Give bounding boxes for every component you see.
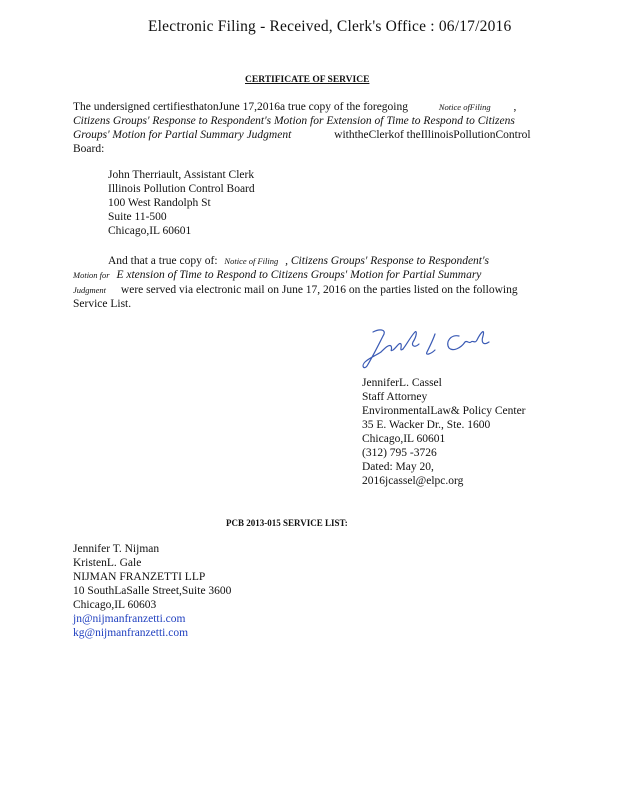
para1-line2: Citizens Groups' Response to Respondent's Motion for Extension of Time to Respond to Citizens [73, 115, 515, 127]
para1-line1 [73, 100, 516, 114]
notice-of-filing-ref: Notice ofFiling [438, 102, 491, 112]
signature-line: Chicago,IL 60601 [362, 433, 446, 445]
para2-line3-text: were served via electronic mail on June 17, 2016 on the parties listed on the following [120, 284, 518, 296]
notice-of-filing-ref-2: Notice of Filing [224, 256, 279, 266]
service-list-line: KristenL. Gale [73, 557, 142, 569]
clerk-address-line: Suite 11-500 [108, 211, 167, 223]
clerk-address [108, 168, 255, 238]
signature-line: (312) 795 -3726 [362, 447, 437, 459]
service-list-line: 10 SouthLaSalle Street,Suite 3600 [73, 585, 232, 597]
para2-line3 [73, 283, 518, 297]
para1-line3 [73, 128, 531, 142]
signature-image [355, 322, 505, 372]
email-link[interactable]: jn@nijmanfranzetti.com [73, 613, 186, 625]
signature-line: JenniferL. Cassel [362, 377, 442, 389]
signature-line: 2016jcassel@elpc.org [362, 475, 464, 487]
para2-line2-small: Motion for [73, 270, 110, 280]
para2-line4: Service List. [73, 298, 132, 310]
service-list-title: PCB 2013-015 SERVICE LIST: [226, 518, 348, 528]
para2-line1-text: And that a true copy of: [108, 255, 218, 267]
para2-line3-small: Judgment [73, 285, 107, 295]
clerk-address-line: Chicago,IL 60601 [108, 225, 192, 237]
para2-line1-italic: , Citizens Groups' Response to Respondent's [285, 255, 489, 267]
clerk-address-line: Illinois Pollution Control Board [108, 183, 255, 195]
para1-line1-text: The undersigned certifiesthatonJune 17,2016a true copy of the foregoing [73, 101, 408, 113]
service-list-line: Chicago,IL 60603 [73, 599, 157, 611]
para1-line3-italic: Groups' Motion for Partial Summary Judgment [73, 129, 292, 141]
service-list-line: Jennifer T. Nijman [73, 543, 160, 555]
clerk-address-line: John Therriault, Assistant Clerk [108, 169, 255, 181]
signature-line: EnvironmentalLaw& Policy Center [362, 405, 526, 417]
signature-line: Dated: May 20, [362, 461, 434, 473]
para2-line1 [108, 254, 489, 268]
signature-line: 35 E. Wacker Dr., Ste. 1600 [362, 419, 491, 431]
para1-line4: Board: [73, 143, 105, 155]
email-link[interactable]: kg@nijmanfranzetti.com [73, 627, 189, 639]
service-list [73, 542, 231, 640]
service-list-line: NIJMAN FRANZETTI LLP [73, 571, 206, 583]
signature-line: Staff Attorney [362, 391, 428, 403]
para1-line3-text: withtheClerkof theIllinoisPollutionControl [334, 129, 531, 141]
signature-block [362, 376, 526, 488]
certificate-title: CERTIFICATE OF SERVICE [245, 75, 370, 85]
para2-line2 [73, 268, 481, 282]
clerk-address-line: 100 West Randolph St [108, 197, 211, 209]
para2-line2-italic: E xtension of Time to Respond to Citizens Groups' Motion for Partial Summary [116, 269, 482, 281]
para1-comma: , [513, 101, 517, 113]
filing-header: Electronic Filing - Received, Clerk's Office : 06/17/2016 [148, 18, 512, 35]
